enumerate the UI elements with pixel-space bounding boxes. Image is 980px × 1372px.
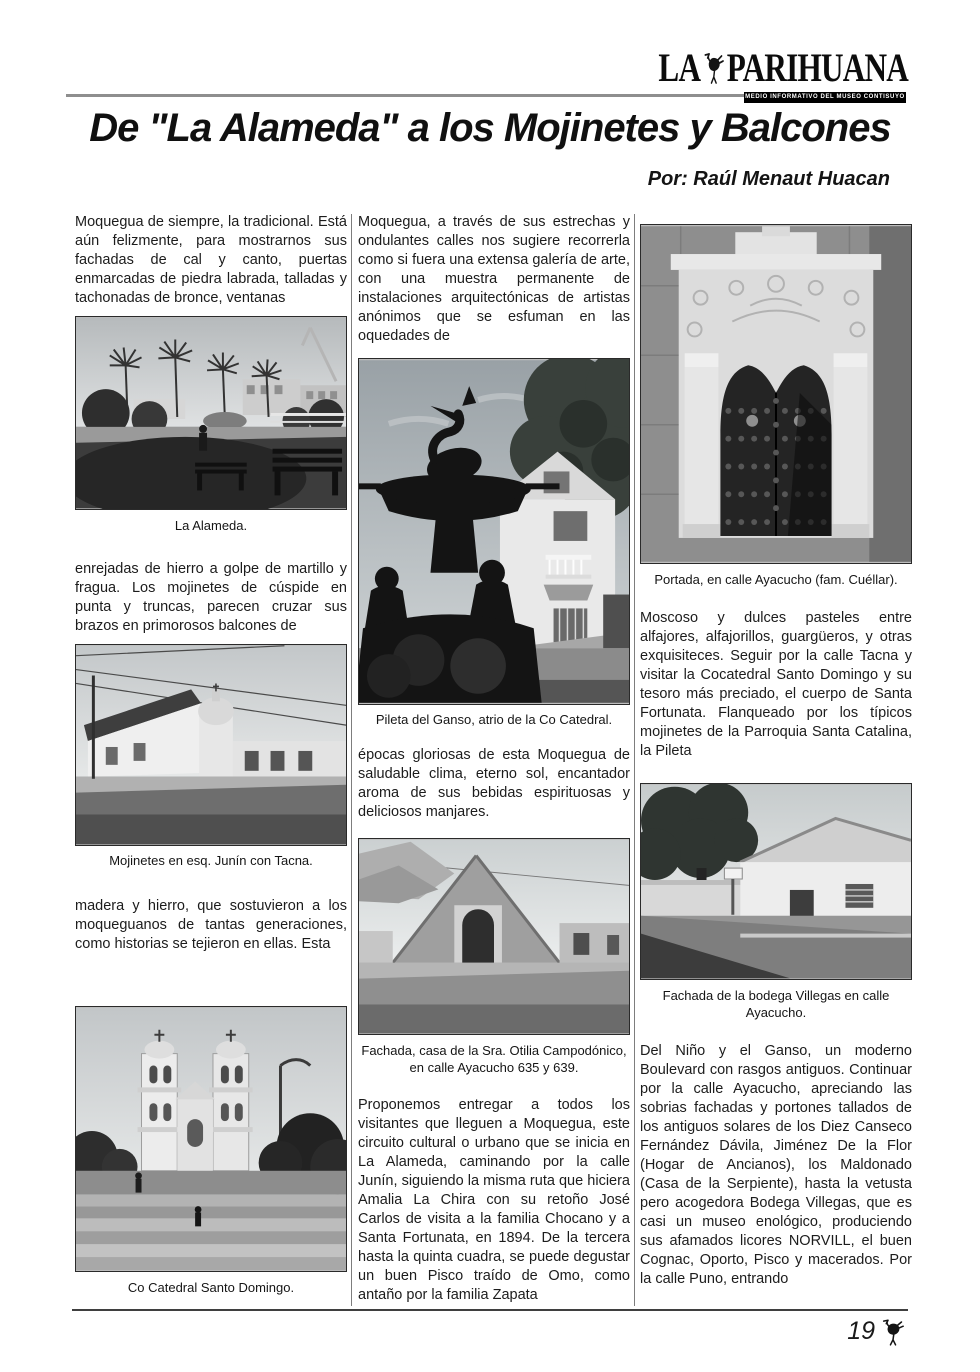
masthead-rule: [66, 94, 744, 97]
column-3: [640, 212, 912, 1289]
footer-rule: [72, 1309, 908, 1311]
masthead-logo-parihuana: PARIHUANA: [726, 45, 908, 90]
article-title: De "La Alameda" a los Mojinetes y Balcones: [89, 106, 891, 150]
photo-caption: Portada, en calle Ayacucho (fam. Cuéllar).: [654, 572, 898, 587]
pileta-del-ganso-photo-illustration: [359, 359, 629, 704]
article-paragraph: Proponemos entregar a todos los visitantes que lleguen a Moquegua, este circuito cultural o urbano que se inicia en La Alameda, caminando por la calle Junín, siguiendo la misma ruta que hiciera Amalia La Chira con su retoño José Carlos de visita a la familia Chocano y a Santa Fortunata, en 1894. De la tercera hasta la quinta cuadra, se puede degustar un buen Pisco traído de Omo, como antaño por la familia Zapata: [358, 1097, 630, 1303]
article-paragraph: madera y hierro, que sostuvieron a los moqueguanos de tantas generaciones, como historias se tejieron en ellas. Esta: [75, 898, 347, 952]
article-paragraph: enrejadas de hierro a golpe de martillo y fragua. Los mojinetes de cúspide en punta y truncas, parecen cruzar sus brazos en primorosos balcones de: [75, 561, 347, 634]
masthead-logo: [658, 45, 908, 90]
casa-otilia-photo-illustration: [359, 839, 629, 1034]
photo-bodega-villegas: [640, 783, 912, 980]
column-divider: [351, 214, 352, 1306]
photo-caption: Pileta del Ganso, atrio de la Co Catedral.: [375, 712, 613, 727]
photo-caption: Fachada, casa de la Sra. Otilia Campodónico, en calle Ayacucho 635 y 639.: [361, 1043, 627, 1075]
portada-photo-illustration: [641, 225, 911, 563]
article-paragraph: Del Niño y el Ganso, un moderno Boulevard con rasgos antiguos. Continuar por la calle Ayacucho, apreciando las sobrias fachadas y portones tallados de los antiguos solares de los Diez Canseco Fernández Dávila, Jiménez De la Flor (Hogar de Ancianos), los Maldonado (Casa de la Serpiente), hasta la vetusta pero acogedora Bodega Villegas, que es casi un museo enológico, produciendo sus afamados licores NORVILL, el buen Cognac, Oporto, Pisco y macerados. Por la calle Puno, entrando: [640, 1043, 912, 1287]
photo-caption: La Alameda.: [174, 518, 248, 533]
photo-caption: Co Catedral Santo Domingo.: [127, 1280, 295, 1295]
photo-caption: Mojinetes en esq. Junín con Tacna.: [109, 853, 313, 868]
column-divider: [634, 214, 635, 1306]
photo-portada-ayacucho: [640, 224, 912, 564]
parihuana-bird-icon: [882, 1318, 904, 1348]
column-1: [75, 210, 347, 1296]
la-alameda-photo-illustration: [76, 317, 346, 509]
article-paragraph: Moquegua, a través de sus estrechas y ondulantes calles nos sugiere recorrerla como si fuera una extensa galería de arte, con una muestra permanente de instalaciones arquitectónicas de artistas anónimos que se esfuman en las oquedades de: [358, 214, 630, 344]
bodega-villegas-photo-illustration: [641, 784, 911, 979]
column-2: [358, 210, 630, 1305]
photo-caption: Fachada de la bodega Villegas en calle Ayacucho.: [662, 988, 890, 1020]
photo-pileta-del-ganso: [358, 358, 630, 705]
photo-la-alameda: [75, 316, 347, 510]
parihuana-bird-icon: [703, 52, 723, 86]
article-byline: Por: Raúl Menaut Huacan: [647, 168, 890, 190]
masthead-logo-la: LA: [658, 45, 701, 90]
co-catedral-photo-illustration: [76, 1007, 346, 1271]
page-footer: [847, 1316, 904, 1348]
masthead-tagline: MEDIO INFORMATIVO DEL MUSEO CONTISUYO: [744, 92, 906, 103]
article-paragraph: épocas gloriosas de esta Moquegua de saludable clima, eterno sol, encantador aroma de sus bebidas espirituosas y deliciosos manjares.: [358, 747, 630, 820]
page-number: 19: [847, 1317, 875, 1345]
article-paragraph: Moquegua de siempre, la tradicional. Está aún felizmente, para mostrarnos sus fachadas de cal y canto, puertas enmarcadas de piedra labrada, talladas y tachonadas de bronce, ventanas: [75, 214, 347, 306]
article-paragraph: Moscoso y dulces pasteles entre alfajores, alfajorillos, guargüeros, y otras exquisiteces. Seguir por la calle Tacna y visitar la Cocatedral Santo Domingo y su tesoro más preciado, el cuerpo de Santa Fortunata. Flanqueado por los típicos mojinetes de la Parroquia Santa Catalina, la Pileta: [640, 610, 912, 759]
photo-mojinetes-junin-tacna: [75, 644, 347, 846]
photo-casa-otilia-campodonico: [358, 838, 630, 1035]
photo-co-catedral-santo-domingo: [75, 1006, 347, 1272]
mojinetes-photo-illustration: [76, 645, 346, 845]
